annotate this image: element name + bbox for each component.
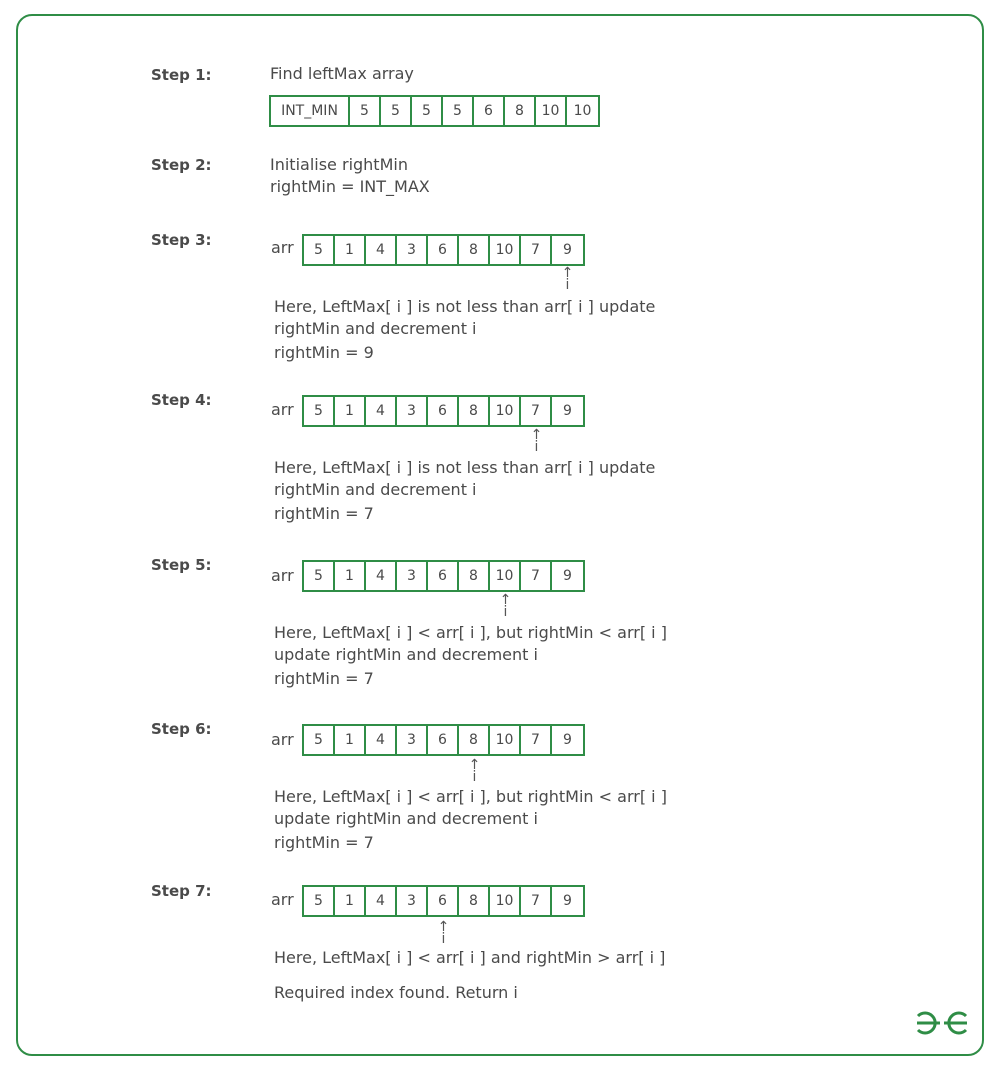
arr-cell: 5 <box>304 726 335 754</box>
step-7-pointer <box>434 920 454 946</box>
up-arrow-icon: ↑ <box>530 427 543 443</box>
step-7-array <box>302 885 585 917</box>
arr-cell: 9 <box>563 893 572 909</box>
step-7-line-2: Required index found. Return i <box>274 983 518 1002</box>
step-5-array <box>302 560 585 592</box>
step-5-arr-label: arr <box>271 566 294 585</box>
step-6-label: Step 6: <box>151 720 212 738</box>
step-3-arr-label: arr <box>271 238 294 257</box>
leftmax-cell: 5 <box>381 97 412 125</box>
step-5-label: Step 5: <box>151 556 212 574</box>
step-3-line-2: rightMin and decrement i <box>274 319 477 338</box>
pointer-index-label: i <box>534 439 539 455</box>
leftmax-cell: INT_MIN <box>271 97 350 125</box>
step-2-label: Step 2: <box>151 156 212 174</box>
leftmax-cell: 5 <box>412 97 443 125</box>
arr-cell: 9 <box>563 732 572 748</box>
arr-cell: 8 <box>459 726 490 754</box>
step-1-text: Find leftMax array <box>270 64 414 83</box>
step-2-line-2: rightMin = INT_MAX <box>270 177 430 196</box>
step-4-arr-label: arr <box>271 400 294 419</box>
step-7-label: Step 7: <box>151 882 212 900</box>
arr-cell: 7 <box>521 236 552 264</box>
leftmax-cell: 8 <box>505 97 536 125</box>
arr-cell: 1 <box>335 887 366 915</box>
arr-cell: 1 <box>335 726 366 754</box>
arr-cell: 5 <box>304 887 335 915</box>
step-6-line-2: update rightMin and decrement i <box>274 809 538 828</box>
step-7-line-1: Here, LeftMax[ i ] < arr[ i ] and rightMin > arr[ i ] <box>274 948 666 967</box>
arr-cell: 9 <box>563 568 572 584</box>
arr-cell: 6 <box>428 236 459 264</box>
arr-cell: 4 <box>366 397 397 425</box>
arr-cell: 6 <box>428 562 459 590</box>
leftmax-cell: 10 <box>573 103 592 119</box>
step-4-label: Step 4: <box>151 391 212 409</box>
step-4-line-1: Here, LeftMax[ i ] is not less than arr[ i ] update <box>274 458 656 477</box>
arr-cell: 5 <box>304 562 335 590</box>
step-5-line-3: rightMin = 7 <box>274 669 374 688</box>
step-3-label: Step 3: <box>151 231 212 249</box>
arr-cell: 7 <box>521 562 552 590</box>
arr-cell: 7 <box>521 887 552 915</box>
arr-cell: 1 <box>335 562 366 590</box>
arr-cell: 9 <box>563 242 572 258</box>
arr-cell: 4 <box>366 562 397 590</box>
step-3-line-3: rightMin = 9 <box>274 343 374 362</box>
arr-cell: 9 <box>563 403 572 419</box>
leftmax-cell: 6 <box>474 97 505 125</box>
arr-cell: 10 <box>490 397 521 425</box>
arr-cell: 3 <box>397 397 428 425</box>
step-5-line-2: update rightMin and decrement i <box>274 645 538 664</box>
step-3-pointer <box>558 266 578 292</box>
step-5-line-1: Here, LeftMax[ i ] < arr[ i ], but rightMin < arr[ i ] <box>274 623 667 642</box>
step-3-array <box>302 234 585 266</box>
arr-cell: 4 <box>366 236 397 264</box>
pointer-index-label: i <box>441 931 446 947</box>
arr-cell: 10 <box>490 887 521 915</box>
step-6-array <box>302 724 585 756</box>
arr-cell: 3 <box>397 726 428 754</box>
arr-cell: 6 <box>428 887 459 915</box>
arr-cell: 8 <box>459 397 490 425</box>
arr-cell: 8 <box>459 887 490 915</box>
step-4-line-2: rightMin and decrement i <box>274 480 477 499</box>
arr-cell: 3 <box>397 887 428 915</box>
step-4-line-3: rightMin = 7 <box>274 504 374 523</box>
leftmax-cell: 5 <box>443 97 474 125</box>
arr-cell: 4 <box>366 887 397 915</box>
arr-cell: 1 <box>335 397 366 425</box>
step-6-arr-label: arr <box>271 730 294 749</box>
leftmax-cell: 5 <box>350 97 381 125</box>
up-arrow-icon: ↑ <box>499 592 512 608</box>
step-3-line-1: Here, LeftMax[ i ] is not less than arr[ i ] update <box>274 297 656 316</box>
arr-cell: 10 <box>490 726 521 754</box>
leftmax-cell: 10 <box>536 97 567 125</box>
arr-cell: 8 <box>459 562 490 590</box>
arr-cell: 6 <box>428 397 459 425</box>
step-6-line-1: Here, LeftMax[ i ] < arr[ i ], but rightMin < arr[ i ] <box>274 787 667 806</box>
arr-cell: 7 <box>521 397 552 425</box>
arr-cell: 8 <box>459 236 490 264</box>
arr-cell: 5 <box>304 397 335 425</box>
step-7-arr-label: arr <box>271 890 294 909</box>
up-arrow-icon: ↑ <box>468 757 481 773</box>
arr-cell: 6 <box>428 726 459 754</box>
up-arrow-icon: ↑ <box>561 265 574 281</box>
step-6-pointer <box>465 758 485 784</box>
arr-cell: 3 <box>397 562 428 590</box>
step-6-line-3: rightMin = 7 <box>274 833 374 852</box>
step-4-array <box>302 395 585 427</box>
arr-cell: 5 <box>304 236 335 264</box>
step-2-line-1: Initialise rightMin <box>270 155 408 174</box>
arr-cell: 10 <box>490 236 521 264</box>
pointer-index-label: i <box>565 277 570 293</box>
up-arrow-icon: ↑ <box>437 919 450 935</box>
arr-cell: 3 <box>397 236 428 264</box>
step-4-pointer <box>527 428 547 454</box>
pointer-index-label: i <box>472 769 477 785</box>
pointer-index-label: i <box>503 604 508 620</box>
arr-cell: 7 <box>521 726 552 754</box>
arr-cell: 10 <box>490 562 521 590</box>
arr-cell: 1 <box>335 236 366 264</box>
step-1-label: Step 1: <box>151 66 212 84</box>
leftmax-array <box>269 95 600 127</box>
gfg-logo-icon <box>914 1008 970 1038</box>
step-5-pointer <box>496 593 516 619</box>
arr-cell: 4 <box>366 726 397 754</box>
